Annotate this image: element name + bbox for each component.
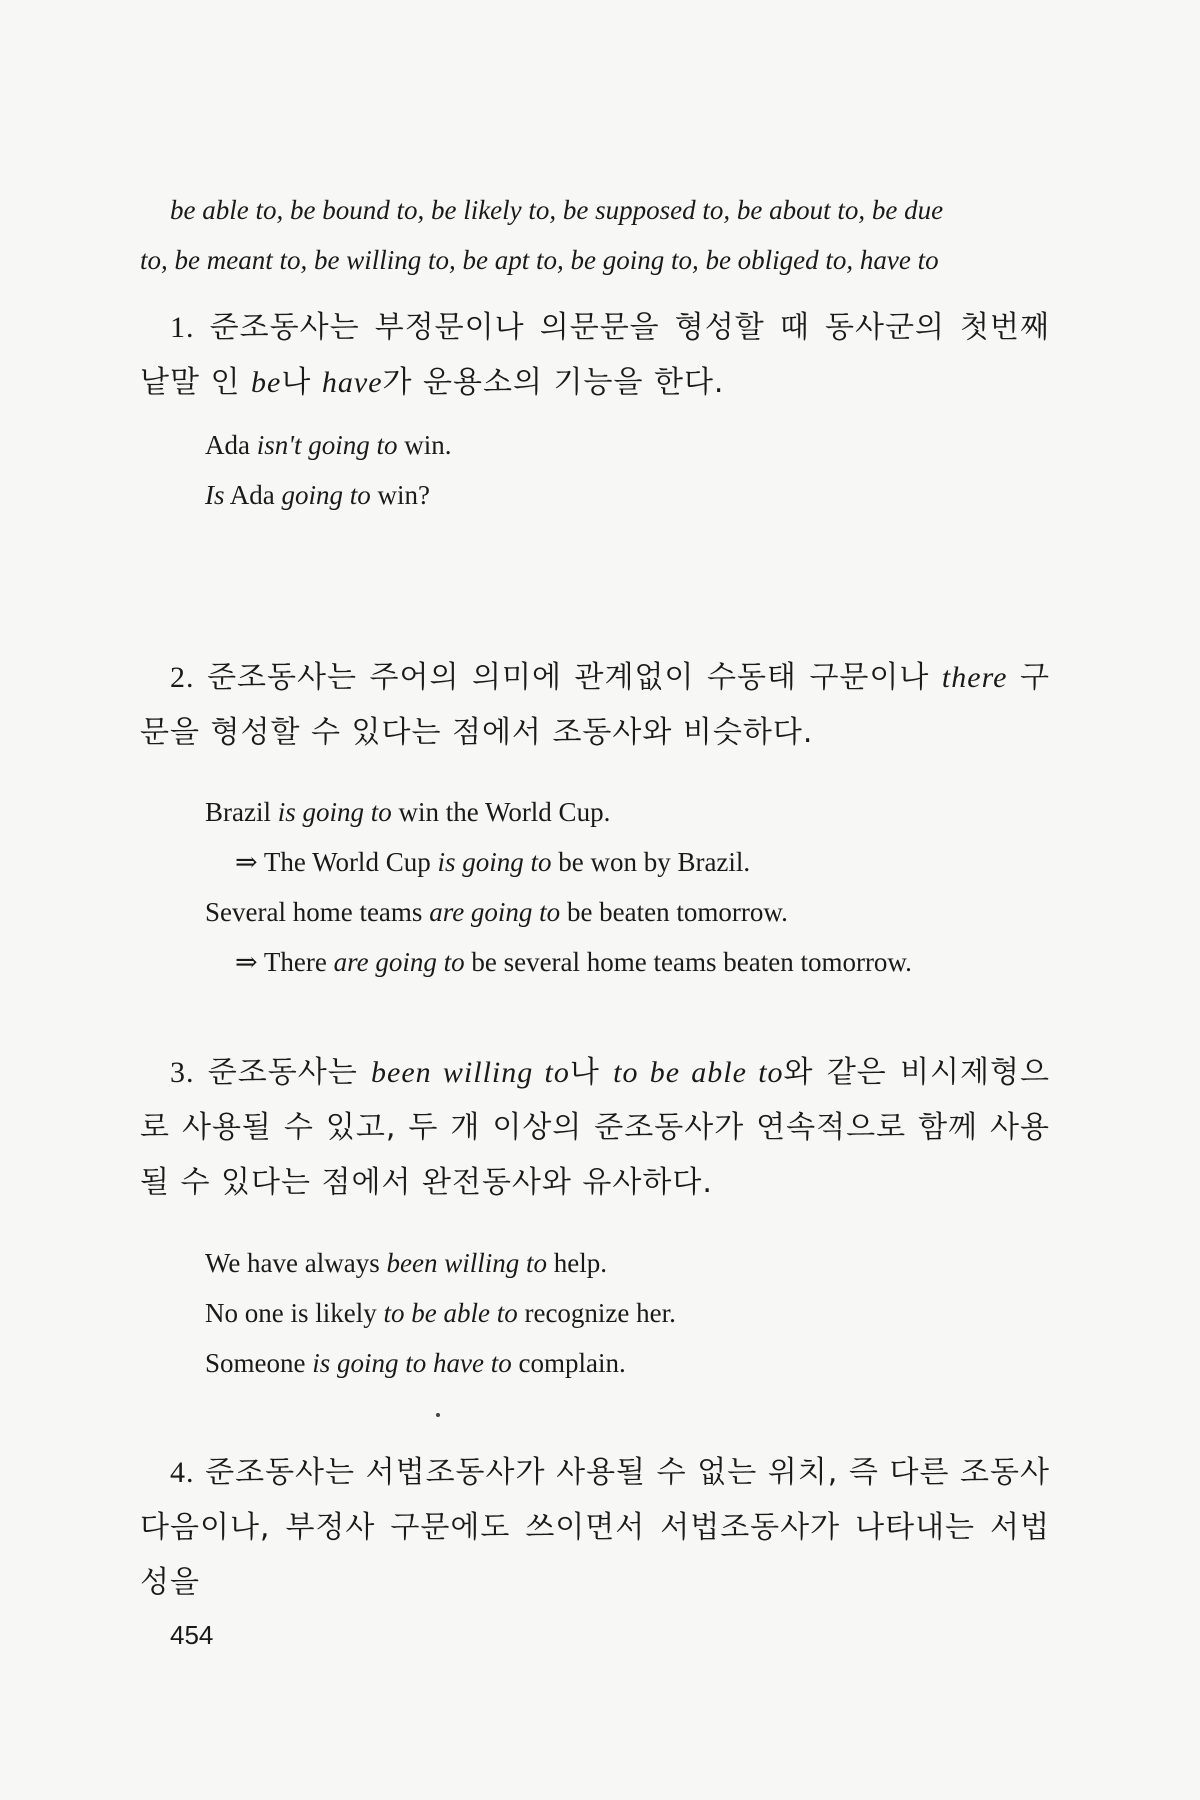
- point-text: 준조동사는 서법조동사가 사용될 수 없는 위치, 즉 다른 조동사 다음이나, 부정사 구문에도 쓰이면서 서법조동사가 나타내는 서법성을: [140, 1455, 1050, 1600]
- example-sentence: [205, 837, 1045, 887]
- example-term: been willing to: [386, 1248, 547, 1278]
- example-text: Several home teams: [205, 897, 430, 927]
- point-text: 구문을 형성할 수 있다는 점에서 조동사와 비슷하다.: [140, 660, 1050, 750]
- example-text: Ada: [224, 480, 282, 510]
- example-text: ⇒ There: [235, 947, 334, 977]
- point-term: there: [941, 661, 1008, 694]
- point-3-examples: [205, 1238, 1045, 1388]
- point-text: 와 같은 비시제형으로 사용될 수 있고, 두 개 이상의 준조동사가 연속적으로 함께 사용될 수 있다는 점에서 완전동사와 유사하다.: [140, 1055, 1050, 1200]
- example-sentence: [205, 470, 1045, 520]
- intro-line-2: to, be meant to, be willing to, be apt to, be going to, be obliged to, have to: [140, 245, 939, 275]
- example-text: win the World Cup.: [391, 797, 611, 827]
- example-term: going to: [281, 480, 371, 510]
- example-term: Is: [205, 480, 225, 510]
- point-number: 2.: [170, 661, 195, 694]
- example-text: Brazil: [205, 797, 278, 827]
- example-text: We have always: [205, 1248, 387, 1278]
- example-sentence: [205, 1288, 1045, 1338]
- point-number: 4.: [170, 1456, 195, 1489]
- point-text: 준조동사는: [207, 1055, 371, 1090]
- example-text: Ada: [205, 430, 257, 460]
- point-number: 3.: [170, 1056, 195, 1089]
- example-text: be won by Brazil.: [551, 847, 751, 877]
- example-term: is going to: [437, 847, 552, 877]
- stray-dot: [436, 1413, 440, 1417]
- example-text: complain.: [511, 1348, 626, 1378]
- example-term: are going to: [429, 897, 561, 927]
- point-3: [140, 1045, 1050, 1210]
- point-text: 나: [281, 365, 322, 400]
- example-text: ⇒ The World Cup: [235, 847, 438, 877]
- example-text: No one is likely: [205, 1298, 384, 1328]
- example-text: be several home teams beaten tomorrow.: [464, 947, 912, 977]
- point-2-examples: [205, 787, 1045, 987]
- point-term: have: [321, 366, 383, 399]
- point-term: to be able to: [613, 1056, 784, 1089]
- point-1-examples: [205, 420, 1045, 520]
- example-text: help.: [546, 1248, 607, 1278]
- example-text: win?: [370, 480, 430, 510]
- point-text: 준조동사는 주어의 의미에 관계없이 수동태 구문이나: [207, 660, 942, 695]
- example-term: are going to: [333, 947, 465, 977]
- intro-line-1: be able to, be bound to, be likely to, be supposed to, be about to, be due: [170, 195, 944, 225]
- point-4: [140, 1445, 1050, 1610]
- semi-auxiliary-list: [140, 185, 1050, 285]
- point-number: 1.: [170, 311, 195, 344]
- point-2: [140, 650, 1050, 760]
- page-number: 454: [170, 1620, 214, 1650]
- point-term: been willing to: [371, 1056, 570, 1089]
- point-1: [140, 300, 1050, 410]
- example-sentence: [205, 420, 1045, 470]
- point-text: 준조동사는 부정문이나 의문문을 형성할 때 동사군의 첫번째 낱말 인: [140, 310, 1051, 400]
- point-text: 가 운용소의 기능을 한다.: [382, 365, 725, 400]
- point-text: 나: [569, 1055, 614, 1090]
- example-term: isn't going to: [256, 430, 398, 460]
- example-sentence: [205, 887, 1045, 937]
- example-term: is going to: [277, 797, 392, 827]
- example-text: recognize her.: [517, 1298, 676, 1328]
- example-sentence: [205, 1338, 1045, 1388]
- example-text: Someone: [205, 1348, 313, 1378]
- point-term: be: [251, 366, 282, 399]
- example-text: be beaten tomorrow.: [560, 897, 788, 927]
- example-term: is going to have to: [312, 1348, 512, 1378]
- example-sentence: [205, 937, 1045, 987]
- example-sentence: [205, 787, 1045, 837]
- example-sentence: [205, 1238, 1045, 1288]
- example-text: win.: [397, 430, 452, 460]
- example-term: to be able to: [383, 1298, 518, 1328]
